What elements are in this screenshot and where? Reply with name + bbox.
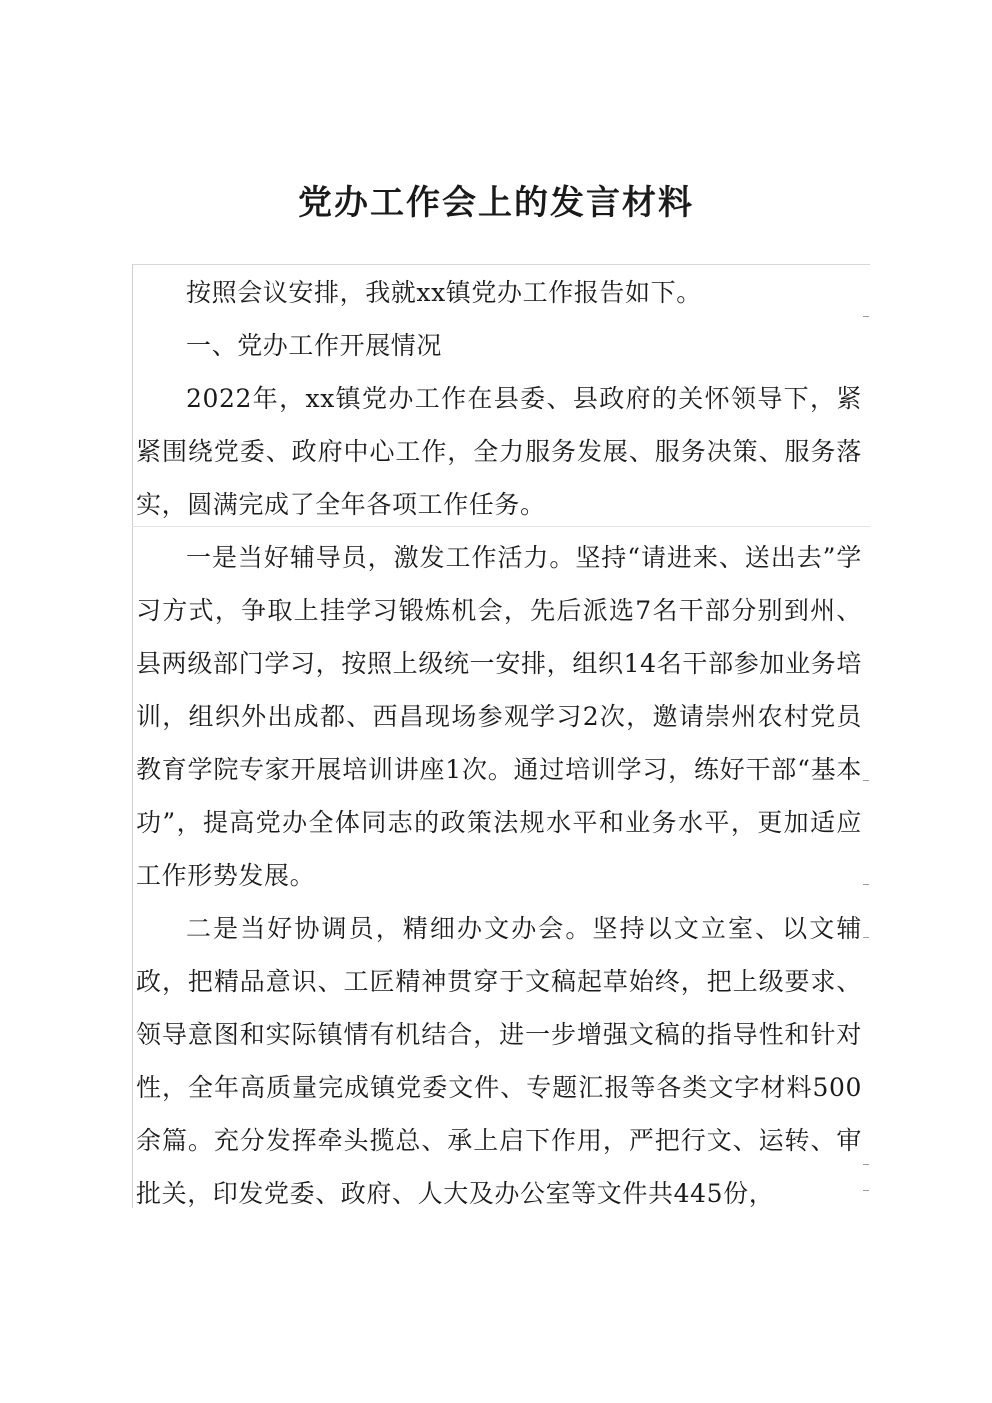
margin-mark <box>863 1190 869 1191</box>
margin-mark <box>863 1164 869 1165</box>
margin-mark <box>863 780 869 781</box>
overview-paragraph: 2022年，xx镇党办工作在县委、县政府的关怀领导下，紧紧围绕党委、政府中心工作，全力服务发展、服务决策、服务落实，圆满完成了全年各项工作任务。 <box>136 384 862 519</box>
training-paragraph: 一是当好辅导员，激发工作活力。坚持“请进来、送出去”学习方式，争取上挂学习锻炼机会，先后派选7名干部分别到州、县两级部门学习，按照上级统一安排，组织14名干部参加业务培训，组织外出成都、西昌现场参观学习2次，邀请崇州农村党员教育学院专家开展培训讲座1次。通过培训学习，练好干部“基本功”，提高党办全体同志的政策法规水平和业务水平，更加适应工作形势发展。 <box>136 543 862 890</box>
document-title: 党办工作会上的发言材料 <box>298 183 694 223</box>
frame-top-border <box>132 264 870 265</box>
coordination-paragraph: 二是当好协调员，精细办文办会。坚持以文立室、以文辅政，把精品意识、工匠精神贯穿于文稿起草始终，把上级要求、领导意图和实际镇情有机结合，进一步增强文稿的指导性和针对性，全年高质量完成镇党委文件、专题汇报等各类文字材料500余篇。充分发挥牵头揽总、承上启下作用，严把行文、运转、审批关，印发党委、政府、人大及办公室等文件共445份， <box>136 914 862 1208</box>
margin-mark <box>863 316 869 317</box>
section-heading: 一、党办工作开展情况 <box>186 331 443 360</box>
document-body <box>136 266 862 1220</box>
margin-mark <box>863 884 869 885</box>
frame-left-border <box>132 264 133 1208</box>
intro-paragraph: 按照会议安排，我就xx镇党办工作报告如下。 <box>186 278 702 307</box>
margin-mark <box>863 937 869 938</box>
